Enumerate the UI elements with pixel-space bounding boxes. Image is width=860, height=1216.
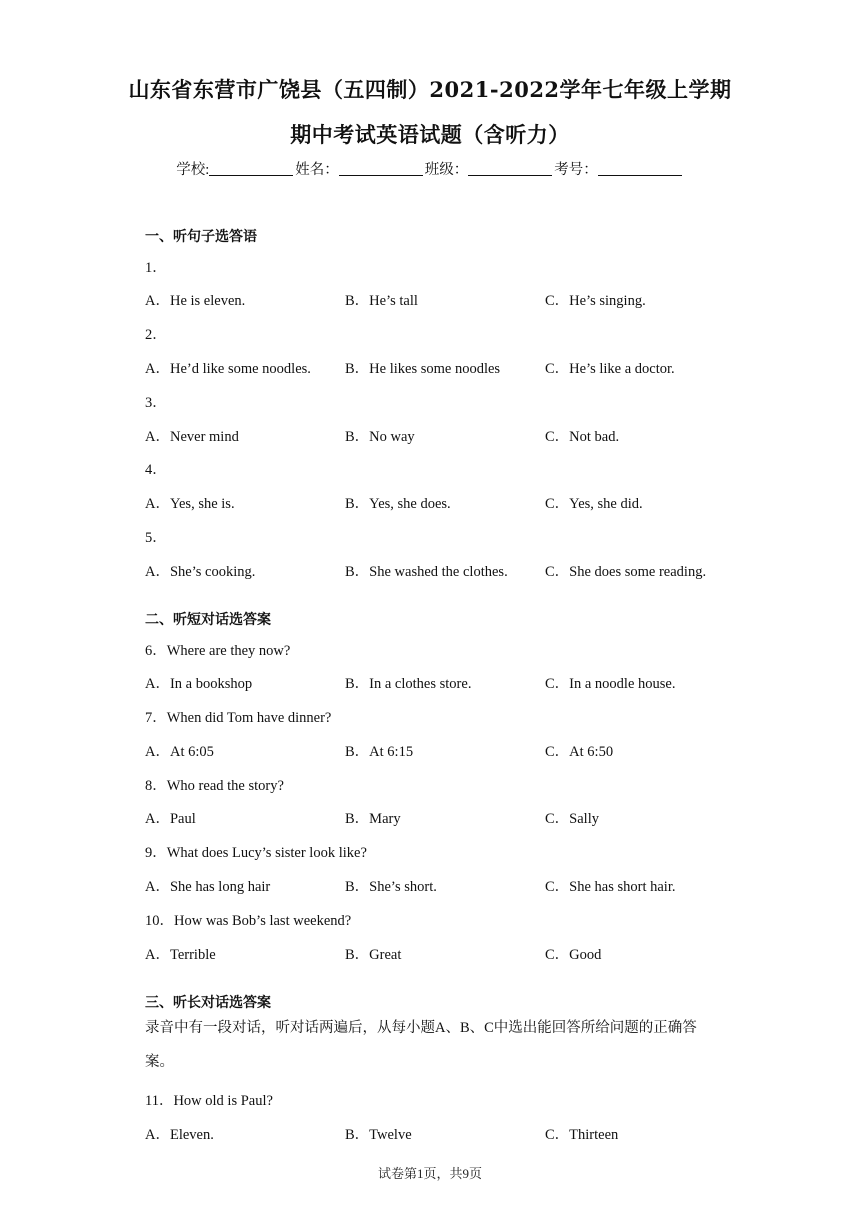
question-text: 9．What does Lucy’s sister look like? xyxy=(145,845,367,861)
section-instructions: 录音中有一段对话，听对话两遍后，从每小题A、B、C中选出能回答所给问题的正确答案。 xyxy=(145,1020,697,1070)
option-a: A．Paul xyxy=(145,811,196,827)
option-a: A．Eleven. xyxy=(145,1127,214,1143)
question-number: 1． xyxy=(145,260,167,276)
option-b: B．No way xyxy=(345,429,415,445)
option-a: A．Terrible xyxy=(145,947,216,963)
option-a: A．He’d like some noodles. xyxy=(145,361,311,377)
page-footer: 试卷第1页，共9页 xyxy=(377,1166,482,1181)
option-b: B．Twelve xyxy=(345,1127,412,1143)
section-heading: 一、听句子选答语 xyxy=(145,229,257,245)
option-a: A．In a bookshop xyxy=(145,676,253,692)
option-b: B．He’s tall xyxy=(345,293,418,309)
school-blank xyxy=(209,161,293,176)
option-b: B．In a clothes store. xyxy=(345,676,472,692)
option-c: C．At 6:50 xyxy=(545,744,614,760)
question-text: 10．How was Bob’s last weekend? xyxy=(145,913,352,929)
option-c: C．He’s like a doctor. xyxy=(545,361,675,377)
exam-title-line-2: 期中考试英语试题（含听力） xyxy=(290,122,570,147)
option-c: C．She has short hair. xyxy=(545,879,676,895)
option-c: C．Good xyxy=(545,947,602,963)
question-text: 11．How old is Paul? xyxy=(145,1093,273,1109)
name-label: 姓名： xyxy=(295,162,339,178)
option-b: B．Yes, she does. xyxy=(345,496,451,512)
option-b: B．He likes some noodles xyxy=(345,361,501,377)
question-text: 6．Where are they now? xyxy=(145,643,291,659)
option-b: B．At 6:15 xyxy=(345,744,414,760)
question-number: 3． xyxy=(145,395,167,411)
option-c: C．He’s singing. xyxy=(545,293,646,309)
class-label: 班级： xyxy=(424,162,469,178)
question-number: 4． xyxy=(145,462,167,478)
school-label: 学校: xyxy=(176,162,210,178)
option-b: B．Great xyxy=(345,947,402,963)
option-a: A．She has long hair xyxy=(145,879,271,895)
option-a: A．At 6:05 xyxy=(145,744,214,760)
option-b: B．Mary xyxy=(345,811,401,827)
student-info-line xyxy=(0,158,860,179)
question-text: 8．Who read the story? xyxy=(145,778,284,794)
option-c: C．Sally xyxy=(545,811,599,827)
section-heading: 三、听长对话选答案 xyxy=(145,995,271,1011)
name-blank xyxy=(339,161,423,176)
exam-title-line-1: 山东省东营市广饶县（五四制）2021-2022学年七年级上学期 xyxy=(128,77,732,102)
option-c: C．Yes, she did. xyxy=(545,496,643,512)
option-b: B．She’s short. xyxy=(345,879,437,895)
option-c: C．In a noodle house. xyxy=(545,676,676,692)
id-label: 考号： xyxy=(554,162,598,178)
option-c: C．Not bad. xyxy=(545,429,620,445)
question-number: 2． xyxy=(145,327,167,343)
class-blank xyxy=(468,161,552,176)
option-a: A．Yes, she is. xyxy=(145,496,235,512)
option-b: B．She washed the clothes. xyxy=(345,564,508,580)
question-number: 5． xyxy=(145,530,167,546)
option-c: C．She does some reading. xyxy=(545,564,707,580)
id-blank xyxy=(598,161,682,176)
option-a: A．He is eleven. xyxy=(145,293,246,309)
section-heading: 二、听短对话选答案 xyxy=(145,612,271,628)
option-a: A．She’s cooking. xyxy=(145,564,256,580)
option-c: C．Thirteen xyxy=(545,1127,619,1143)
question-text: 7．When did Tom have dinner? xyxy=(145,710,332,726)
option-a: A．Never mind xyxy=(145,429,239,445)
